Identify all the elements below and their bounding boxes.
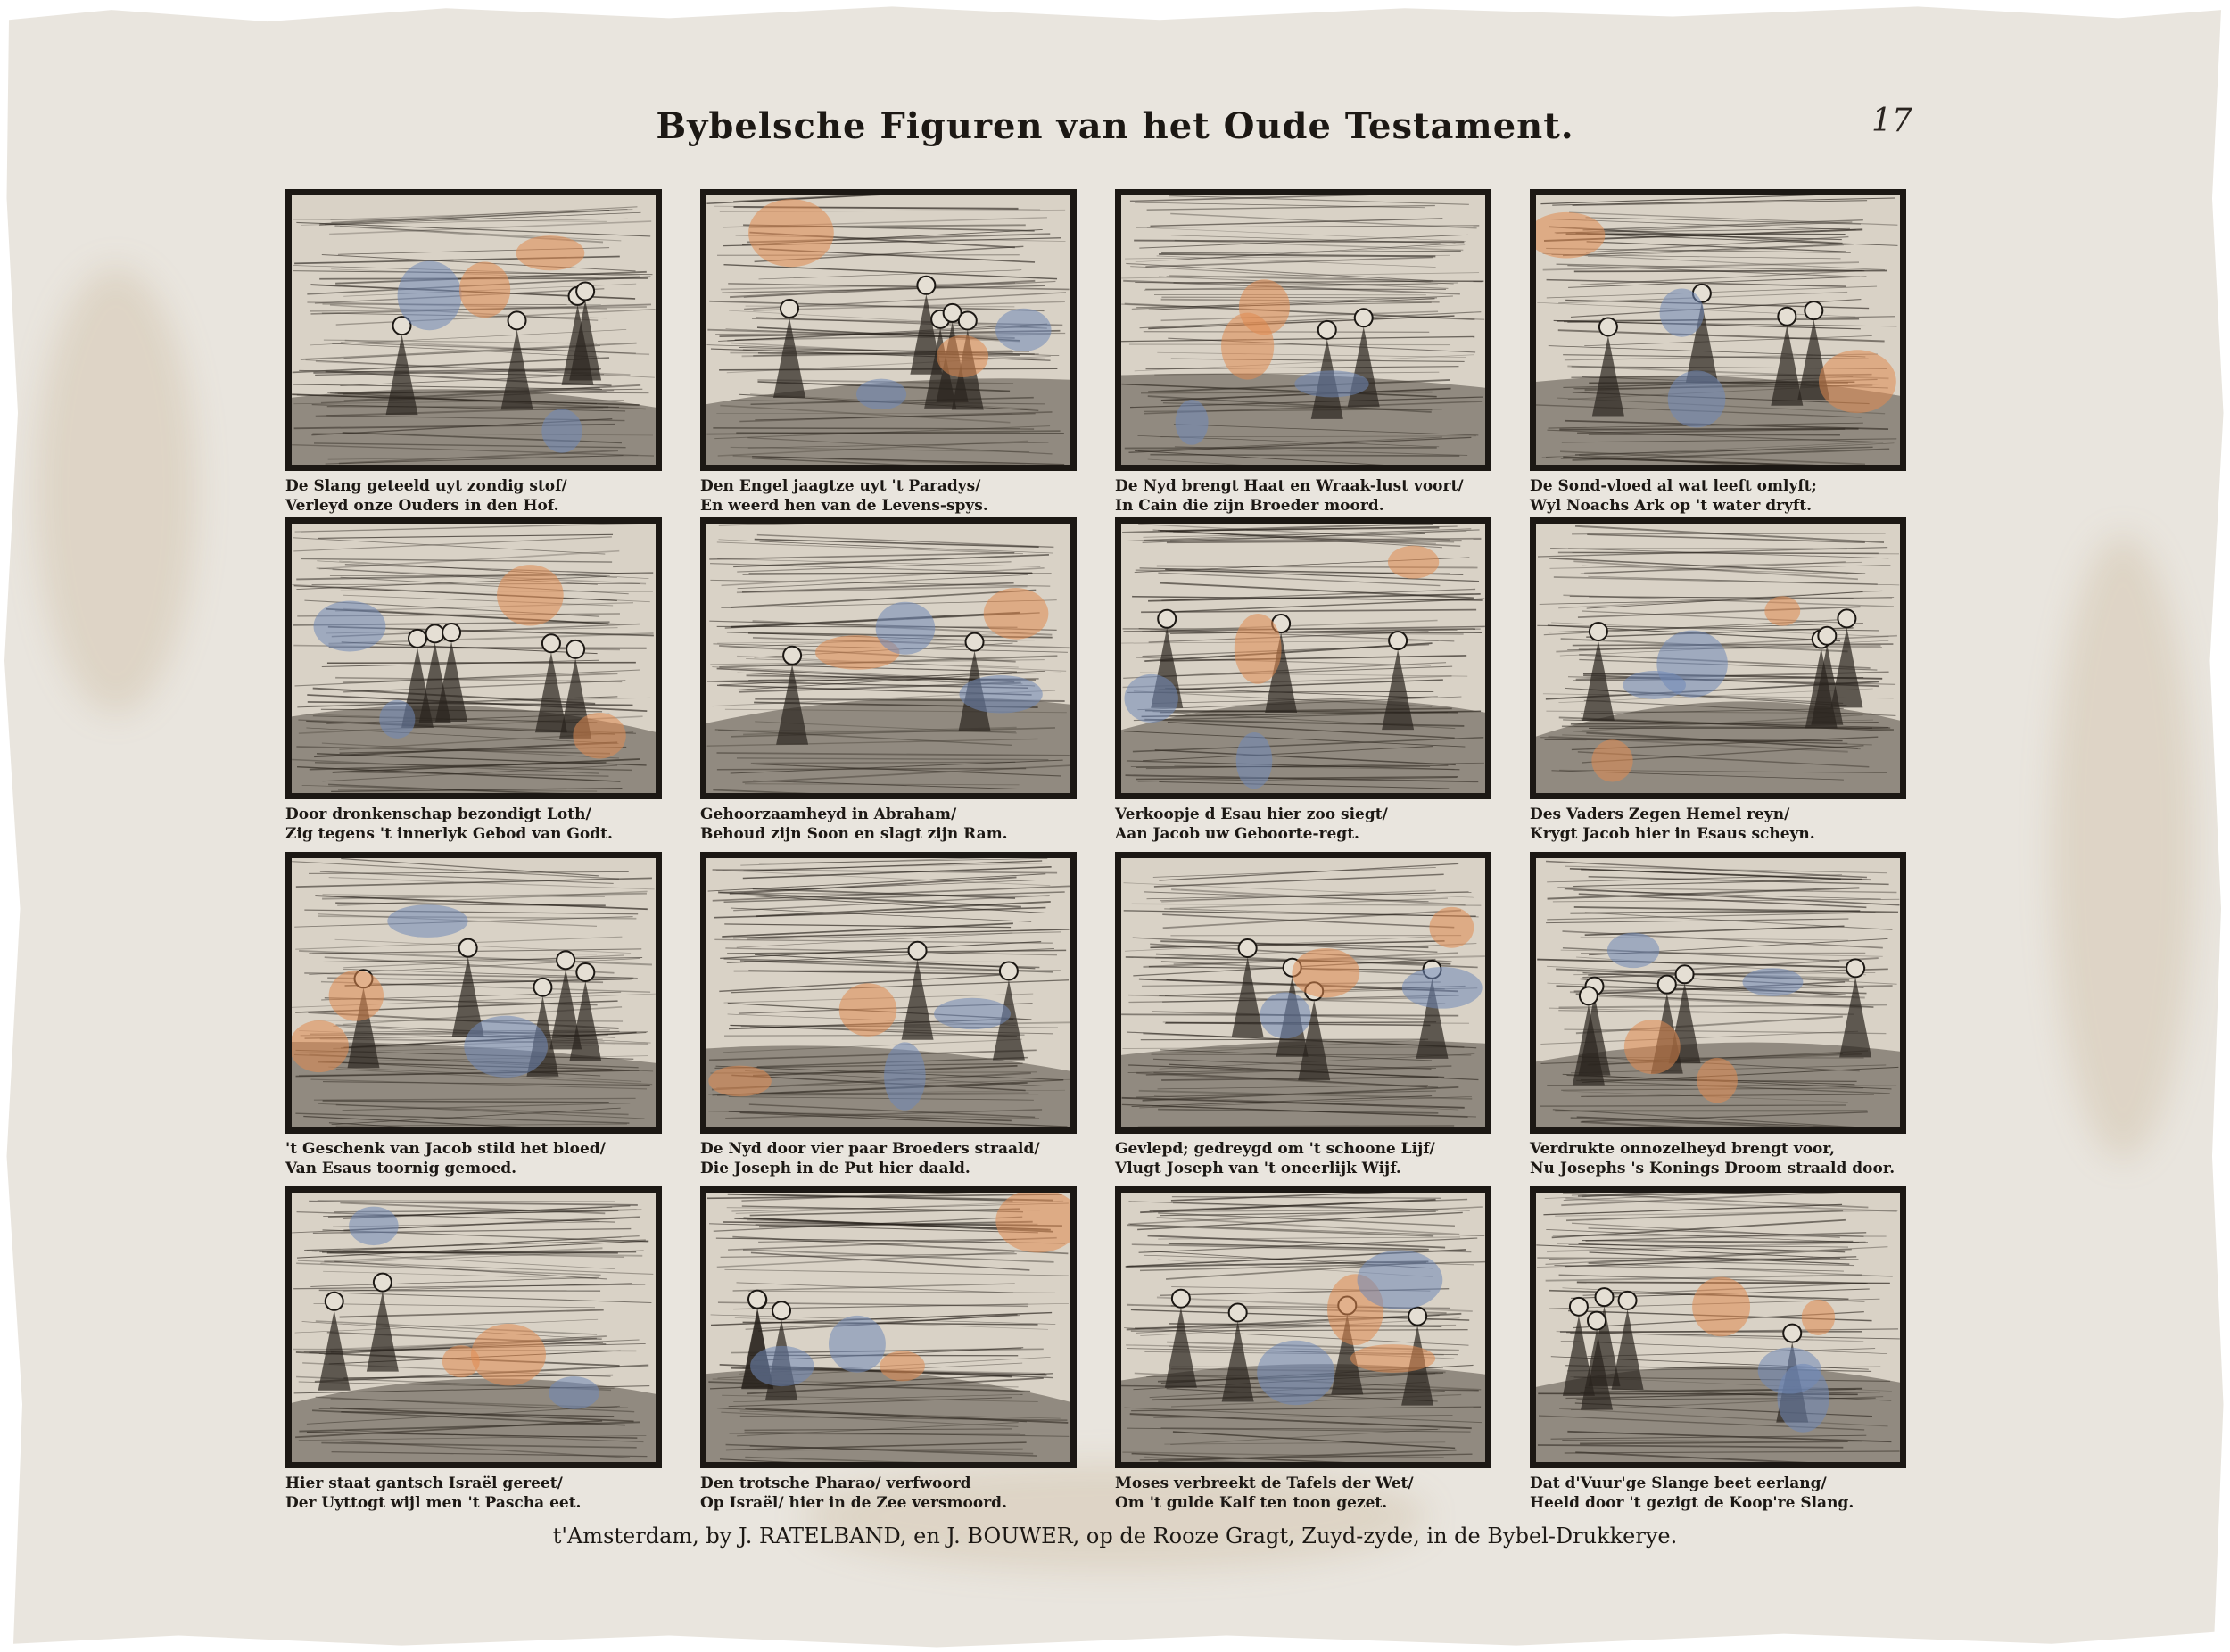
- panel-caption: [700, 805, 1084, 844]
- woodcut-panel: [1115, 852, 1499, 1178]
- woodcut-panel: [285, 1186, 669, 1513]
- caption-line-1: Dat d'Vuur'ge Slange beet eerlang/: [1530, 1474, 1827, 1492]
- paper-stain: [2052, 535, 2194, 1160]
- woodcut-illustration: [1530, 852, 1906, 1134]
- panel-caption: [1530, 1139, 1913, 1178]
- panel-caption: [700, 1474, 1084, 1513]
- caption-line-1: Verkoopje d Esau hier zoo siegt/: [1115, 805, 1388, 823]
- caption-line-2: En weerd hen van de Levens-spys.: [700, 497, 988, 515]
- woodcut-illustration: [1115, 852, 1491, 1134]
- caption-line-2: Nu Josephs 's Konings Droom straald door.: [1530, 1160, 1896, 1177]
- panel-caption: [1115, 805, 1499, 844]
- woodcut-illustration: [700, 852, 1077, 1134]
- woodcut-illustration: [700, 517, 1077, 799]
- caption-line-1: Den trotsche Pharao/ verfwoord: [700, 1474, 971, 1492]
- woodcut-panel: [700, 1186, 1084, 1513]
- caption-line-2: Krygt Jacob hier in Esaus scheyn.: [1530, 825, 1815, 843]
- paper-stain: [36, 268, 196, 714]
- woodcut-illustration: [1530, 189, 1906, 471]
- woodcut-illustration: [1115, 189, 1491, 471]
- woodcut-panel: [1530, 852, 1913, 1178]
- panel-caption: [1115, 1139, 1499, 1178]
- woodcut-illustration: [285, 517, 662, 799]
- caption-line-1: 't Geschenk van Jacob stild het bloed/: [285, 1140, 606, 1158]
- caption-line-1: Verdrukte onnozelheyd brengt voor,: [1530, 1140, 1836, 1158]
- caption-line-2: Die Joseph in de Put hier daald.: [700, 1160, 970, 1177]
- page-number: 17: [1871, 103, 1912, 139]
- woodcut-illustration: [1115, 1186, 1491, 1468]
- caption-line-1: De Slang geteeld uyt zondig stof/: [285, 477, 567, 495]
- woodcut-illustration: [700, 1186, 1077, 1468]
- caption-line-2: In Cain die zijn Broeder moord.: [1115, 497, 1384, 515]
- woodcut-illustration: [1530, 517, 1906, 799]
- woodcut-illustration: [700, 189, 1077, 471]
- caption-line-1: De Nyd door vier paar Broeders straald/: [700, 1140, 1040, 1158]
- woodcut-panel: [285, 517, 669, 844]
- panel-caption: [285, 476, 669, 516]
- caption-line-1: Moses verbreekt de Tafels der Wet/: [1115, 1474, 1414, 1492]
- panel-caption: [1115, 1474, 1499, 1513]
- caption-line-2: Van Esaus toornig gemoed.: [285, 1160, 517, 1177]
- panel-caption: [1530, 1474, 1913, 1513]
- woodcut-illustration: [285, 1186, 662, 1468]
- caption-line-2: Heeld door 't gezigt de Koop're Slang.: [1530, 1494, 1854, 1512]
- panel-caption: [700, 476, 1084, 516]
- panel-caption: [1530, 476, 1913, 516]
- caption-line-2: Vlugt Joseph van 't oneerlijk Wijf.: [1115, 1160, 1401, 1177]
- woodcut-illustration: [285, 189, 662, 471]
- caption-line-2: Aan Jacob uw Geboorte-regt.: [1115, 825, 1359, 843]
- panel-caption: [285, 805, 669, 844]
- caption-line-1: De Nyd brengt Haat en Wraak-lust voort/: [1115, 477, 1464, 495]
- woodcut-illustration: [285, 852, 662, 1134]
- woodcut-panel: [1115, 517, 1499, 844]
- caption-line-2: Wyl Noachs Ark op 't water dryft.: [1530, 497, 1813, 515]
- sheet-title: Bybelsche Figuren van het Oude Testament.: [656, 105, 1574, 147]
- caption-line-2: Zig tegens 't innerlyk Gebod van Godt.: [285, 825, 613, 843]
- woodcut-panel: [1115, 1186, 1499, 1513]
- caption-line-2: Behoud zijn Soon en slagt zijn Ram.: [700, 825, 1008, 843]
- woodcut-panel: [1115, 189, 1499, 516]
- panel-caption: [285, 1474, 669, 1513]
- caption-line-1: Door dronkenschap bezondigt Loth/: [285, 805, 591, 823]
- printer-imprint: t'Amsterdam, by J. RATELBAND, en J. BOUWER, op de Rooze Gragt, Zuyd-zyde, in de Bybel-Drukkerye.: [552, 1524, 1678, 1549]
- caption-line-2: Op Israël/ hier in de Zee versmoord.: [700, 1494, 1007, 1512]
- woodcut-panel: [1530, 189, 1913, 516]
- panel-caption: [1530, 805, 1913, 844]
- woodcut-panel: [285, 189, 669, 516]
- caption-line-1: De Sond-vloed al wat leeft omlyft;: [1530, 477, 1817, 495]
- woodcut-panel: [1530, 517, 1913, 844]
- caption-line-2: Verleyd onze Ouders in den Hof.: [285, 497, 559, 515]
- caption-line-1: Gehoorzaamheyd in Abraham/: [700, 805, 957, 823]
- caption-line-1: Des Vaders Zegen Hemel reyn/: [1530, 805, 1790, 823]
- woodcut-illustration: [1115, 517, 1491, 799]
- panel-caption: [700, 1139, 1084, 1178]
- woodcut-panel: [700, 852, 1084, 1178]
- panel-caption: [1115, 476, 1499, 516]
- woodcut-panel: [700, 517, 1084, 844]
- woodcut-panel: [700, 189, 1084, 516]
- caption-line-1: Gevlepd; gedreygd om 't schoone Lijf/: [1115, 1140, 1435, 1158]
- caption-line-2: Om 't gulde Kalf ten toon gezet.: [1115, 1494, 1388, 1512]
- woodcut-panel: [285, 852, 669, 1178]
- caption-line-1: Den Engel jaagtze uyt 't Paradys/: [700, 477, 981, 495]
- woodcut-panel: [1530, 1186, 1913, 1513]
- caption-line-1: Hier staat gantsch Israël gereet/: [285, 1474, 563, 1492]
- panel-caption: [285, 1139, 669, 1178]
- woodcut-illustration: [1530, 1186, 1906, 1468]
- caption-line-2: Der Uyttogt wijl men 't Pascha eet.: [285, 1494, 582, 1512]
